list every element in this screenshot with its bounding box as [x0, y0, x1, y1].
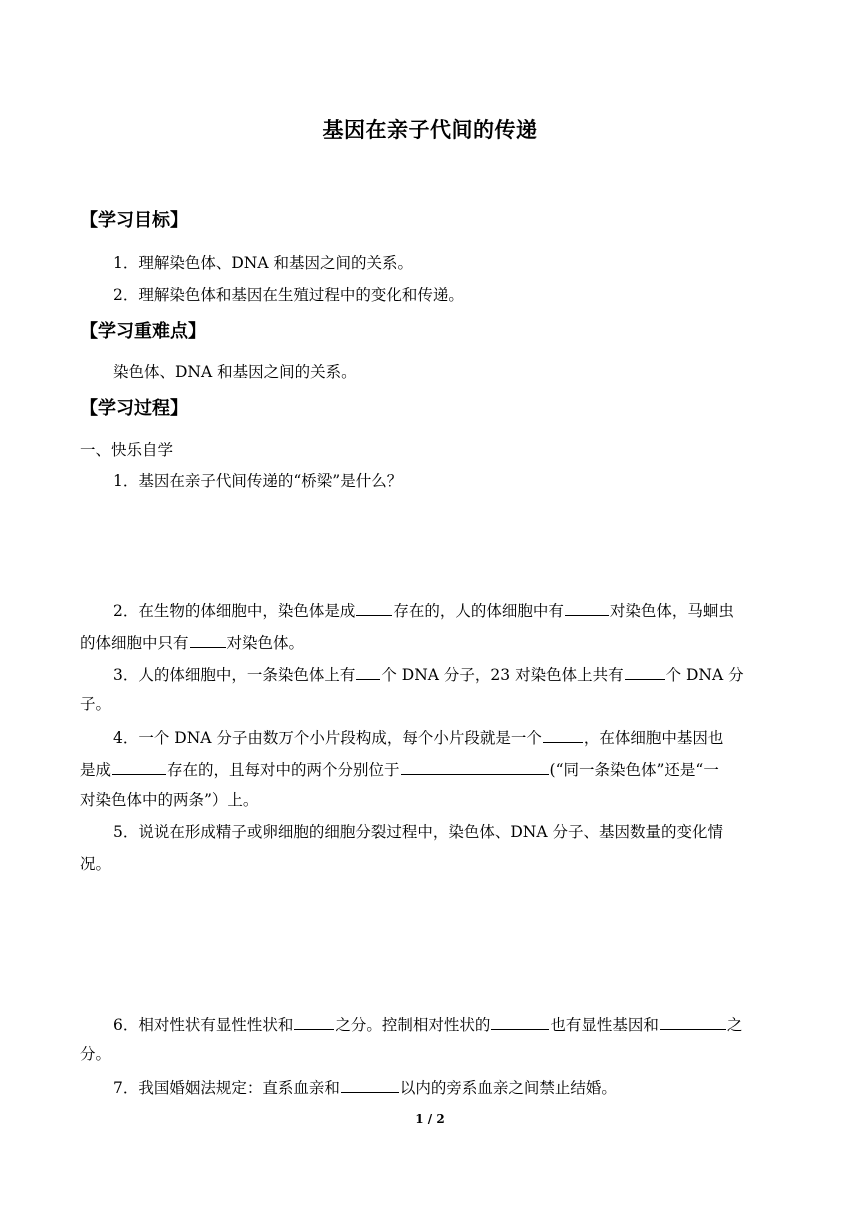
- question-5-line-1: 5．说说在形成精子或卵细胞的细胞分裂过程中，染色体、DNA 分子、基因数量的变化情: [113, 823, 723, 841]
- question-4-line-2: 是成 存在的，且每对中的两个分别位于 (“同一条染色体”还是“一: [80, 758, 784, 780]
- answer-blank[interactable]: [660, 1013, 726, 1030]
- goals-heading: 【学习目标】: [80, 210, 188, 231]
- process-heading: 【学习过程】: [80, 398, 188, 419]
- question-6-line-2: 分。: [80, 1045, 112, 1063]
- goal-2: 2．理解染色体和基因在生殖过程中的变化和传递。: [113, 286, 464, 304]
- page-title: 基因在亲子代间的传递: [322, 118, 538, 142]
- key-points-text: 染色体、DNA 和基因之间的关系。: [113, 363, 357, 381]
- key-points-heading: 【学习重难点】: [80, 321, 206, 342]
- question-3-line-2: 子。: [80, 695, 112, 713]
- question-2-line-2: 的体细胞中只有 对染色体。: [80, 631, 784, 653]
- answer-blank[interactable]: [401, 758, 549, 775]
- answer-blank[interactable]: [294, 1013, 334, 1030]
- answer-blank[interactable]: [112, 758, 166, 775]
- answer-blank[interactable]: [543, 726, 583, 743]
- answer-blank[interactable]: [341, 1076, 399, 1093]
- question-4-line-1: 4．一个 DNA 分子由数万个小片段构成，每个小片段就是一个 ，在体细胞中基因也: [113, 726, 784, 748]
- question-6-line-1: 6．相对性状有显性性状和 之分。控制相对性状的 也有显性基因和 之: [113, 1013, 784, 1035]
- answer-blank[interactable]: [625, 663, 665, 680]
- page-number: 1 / 2: [415, 1112, 445, 1126]
- question-3-line-1: 3．人的体细胞中，一条染色体上有 个 DNA 分子，23 对染色体上共有 个 DNA 分: [113, 663, 784, 685]
- question-2-line-1: [113, 599, 784, 621]
- question-5-line-2: 况。: [80, 855, 112, 873]
- answer-blank[interactable]: [356, 663, 380, 680]
- part-one-heading: 一、快乐自学: [80, 441, 174, 459]
- answer-blank[interactable]: [565, 599, 609, 616]
- question-2-text: 2．在生物的体细胞中，染色体是成 存在的，人的体细胞中有 对染色体，马蛔虫: [113, 599, 734, 621]
- question-4-line-3: 对染色体中的两条”）上。: [80, 791, 259, 809]
- question-7: 7．我国婚姻法规定：直系血亲和 以内的旁系血亲之间禁止结婚。: [113, 1076, 784, 1098]
- answer-blank[interactable]: [356, 599, 392, 616]
- goal-1: 1．理解染色体、DNA 和基因之间的关系。: [113, 254, 413, 272]
- answer-blank[interactable]: [491, 1013, 549, 1030]
- question-1: 1．基因在亲子代间传递的“桥梁”是什么？: [113, 472, 403, 490]
- answer-blank[interactable]: [190, 631, 226, 648]
